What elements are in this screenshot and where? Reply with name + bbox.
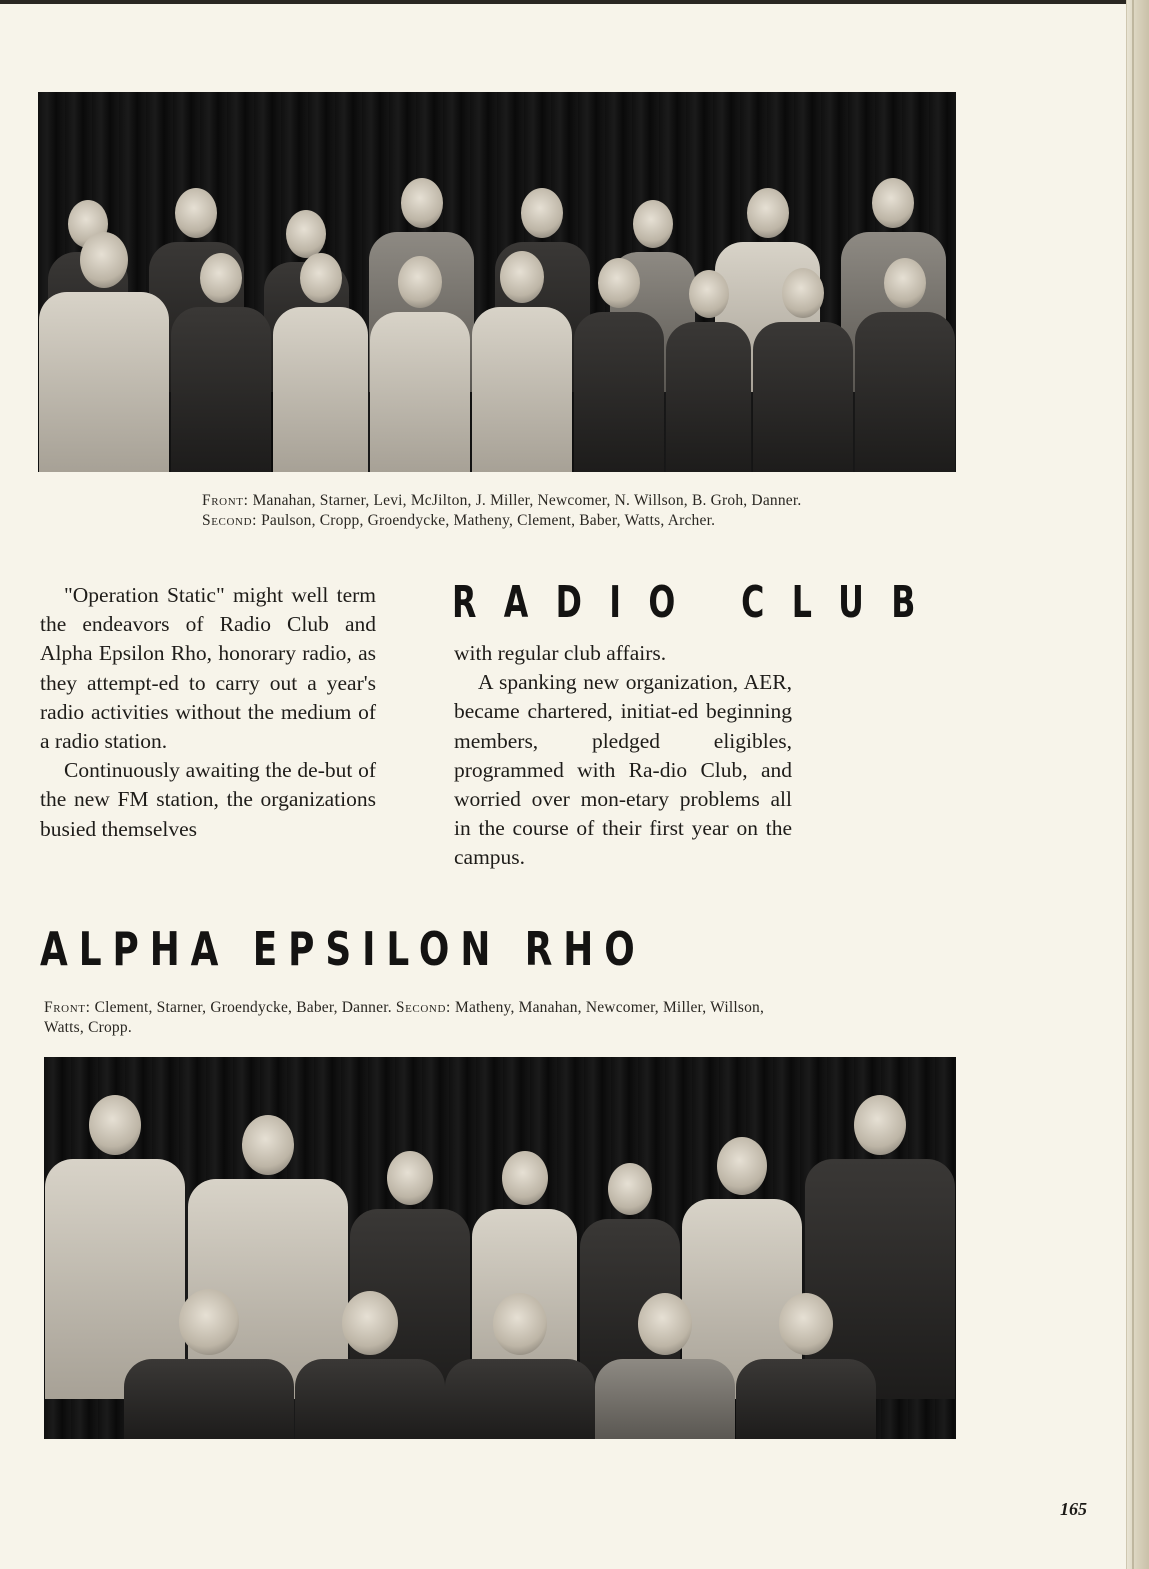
page-top-rule: [0, 0, 1149, 4]
radio-club-caption: [202, 491, 962, 531]
article-paragraph: "Operation Static" might well term the endeavors of Radio Club and Alpha Epsilon Rho, honorary radio, as they attempt-ed to carry out a year's radio activities without the medium of a radio station.: [40, 583, 376, 754]
radio-club-photo: [38, 92, 956, 472]
aer-photo: [44, 1057, 956, 1439]
article-paragraph: A spanking new organization, AER, became chartered, initiat-ed beginning members, pledged eligibles, programmed with Ra-dio Club, and worried over mon-etary problems all in the course of their first year on the campus.: [454, 670, 792, 870]
caption-second-names: Paulson, Cropp, Groendycke, Matheny, Clement, Baber, Watts, Archer.: [261, 512, 716, 529]
caption-second-label: Second:: [202, 512, 258, 529]
aer-caption: [44, 998, 804, 1038]
radio-club-caption-second: [202, 511, 962, 531]
article-column-left: [40, 581, 376, 844]
alpha-epsilon-rho-heading: ALPHA EPSILON RHO: [40, 922, 646, 976]
caption-front-names: Manahan, Starner, Levi, McJilton, J. Miller, Newcomer, N. Willson, B. Groh, Danner.: [252, 492, 802, 509]
radio-club-caption-front: [202, 491, 962, 511]
article-paragraph: with regular club affairs.: [454, 641, 667, 665]
article-paragraph: Continuously awaiting the de-but of the new FM station, the organizations busied themselves: [40, 758, 376, 841]
page-number: 165: [1060, 1499, 1087, 1519]
caption-second-label: Second:: [395, 999, 451, 1016]
radio-club-heading: RADIO CLUB: [452, 577, 943, 628]
caption-second-names: Matheny, Manahan, Newcomer, Miller, Willson, Watts, Cropp.: [44, 999, 765, 1036]
caption-front-label: Front:: [44, 999, 91, 1016]
caption-front-names: Clement, Starner, Groendycke, Baber, Danner.: [94, 999, 392, 1016]
caption-front-label: Front:: [202, 492, 249, 509]
article-column-right: [454, 639, 792, 873]
page-edge: [1126, 0, 1149, 1569]
